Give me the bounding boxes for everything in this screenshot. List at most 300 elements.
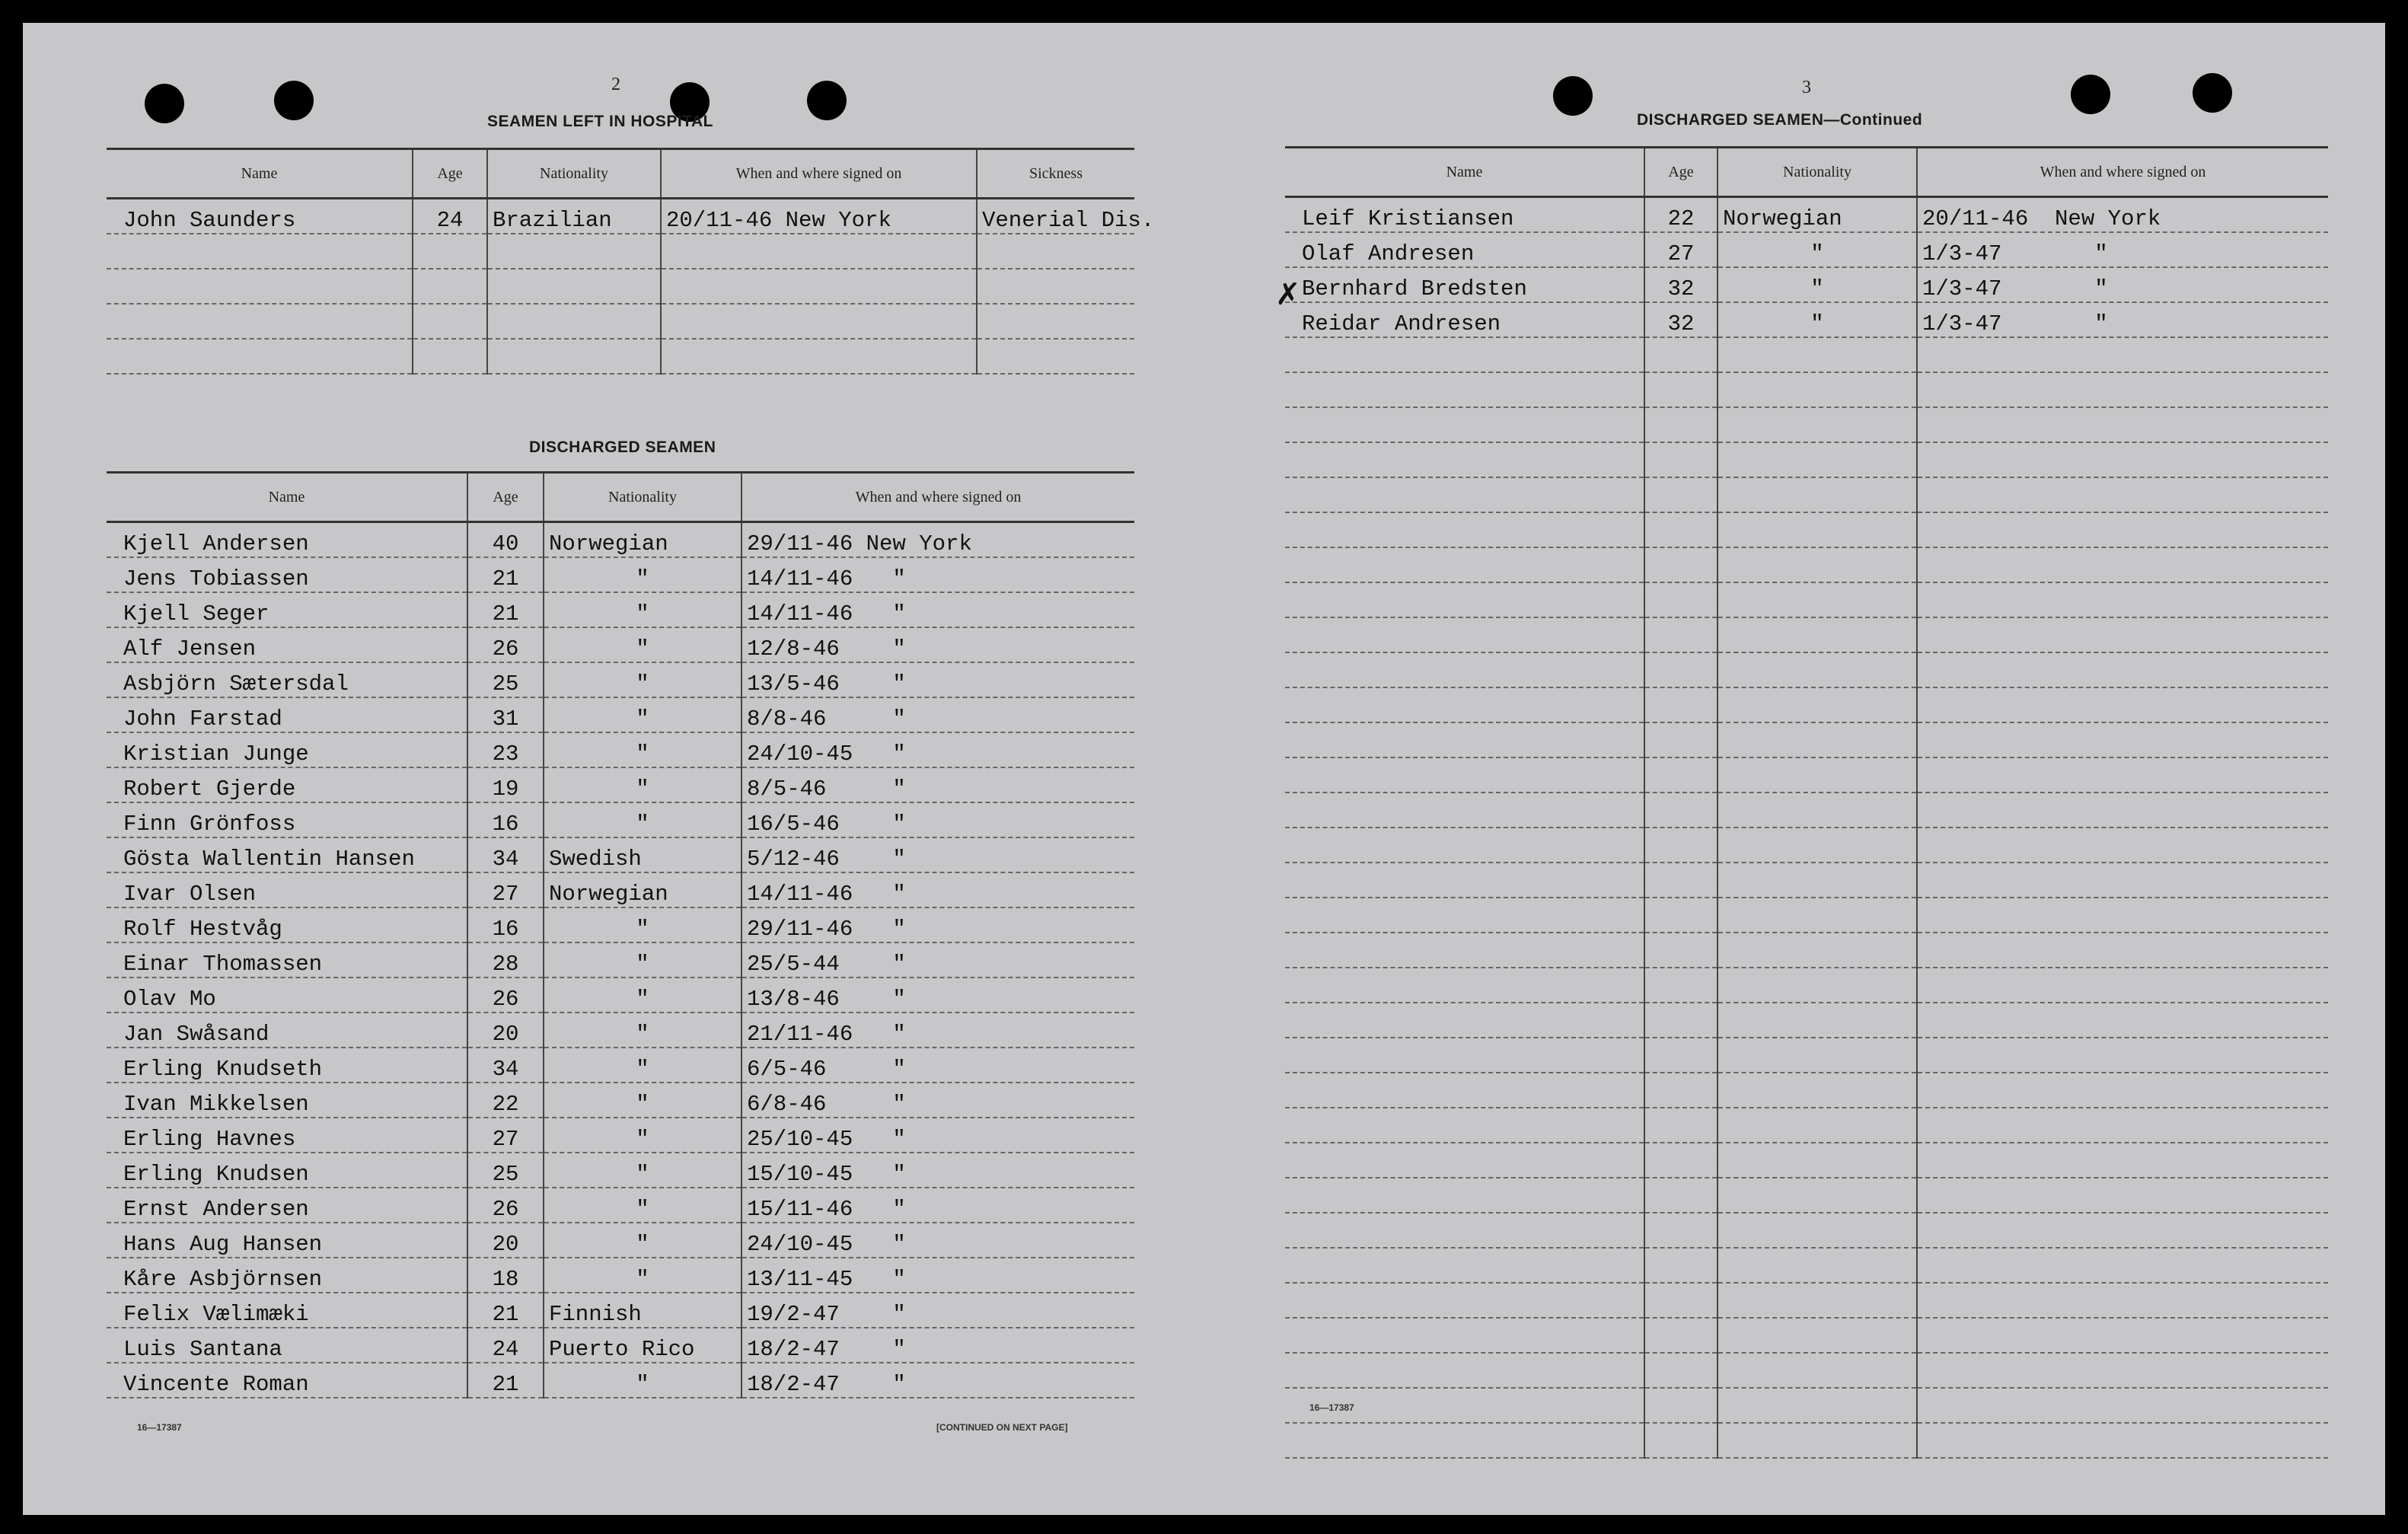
cell-signed: 24/10-45 " — [742, 732, 1134, 767]
hospital-section-title: SEAMEN LEFT IN HOSPITAL — [487, 113, 713, 130]
cell-nationality — [1717, 933, 1917, 968]
cell-age: 21 — [467, 1363, 544, 1398]
cell-signed: 6/5-46 " — [742, 1048, 1134, 1083]
table-row — [1285, 407, 2328, 442]
cell-nationality: " — [544, 942, 742, 977]
cell-age — [1644, 828, 1717, 863]
cell-name — [1285, 372, 1644, 407]
cell-nationality — [1717, 722, 1917, 757]
cell-age: 21 — [467, 557, 544, 592]
cell-age: 26 — [467, 627, 544, 662]
table-row — [107, 872, 1134, 907]
cell-nationality — [1717, 863, 1917, 898]
table-row — [107, 234, 1134, 269]
cell-nationality — [487, 339, 661, 374]
table-row — [1285, 547, 2328, 582]
table-row — [1285, 898, 2328, 933]
cell-signed — [1917, 652, 2328, 687]
table-row — [107, 977, 1134, 1013]
cell-age — [1644, 512, 1717, 547]
cell-nationality — [1717, 1283, 1917, 1318]
cell-nationality — [1717, 968, 1917, 1003]
cell-age: 34 — [467, 837, 544, 872]
cell-signed: 20/11-46 New York — [1917, 197, 2328, 233]
discharged-continued-title: DISCHARGED SEAMEN—Continued — [1637, 111, 1923, 129]
column-header-name: Name — [107, 149, 413, 199]
cell-age: 20 — [467, 1223, 544, 1258]
table-row — [1285, 1073, 2328, 1108]
cell-nationality: " — [544, 1188, 742, 1223]
table-row — [107, 732, 1134, 767]
table-row — [1285, 337, 2328, 372]
cell-signed — [1917, 477, 2328, 512]
cell-age: 24 — [467, 1328, 544, 1363]
cell-name — [1285, 1003, 1644, 1038]
cell-signed: 14/11-46 " — [742, 557, 1134, 592]
cell-age — [1644, 757, 1717, 793]
cell-age — [1644, 687, 1717, 722]
cell-nationality: " — [544, 1083, 742, 1118]
cell-name: Ernst Andersen — [107, 1188, 467, 1223]
cell-age — [1644, 722, 1717, 757]
table-row — [1285, 1108, 2328, 1143]
cell-age — [1644, 1283, 1717, 1318]
cell-signed — [661, 234, 977, 269]
cell-age — [1644, 1178, 1717, 1213]
column-header-age: Age — [467, 473, 544, 522]
cell-age — [413, 269, 487, 304]
table-row — [1285, 1003, 2328, 1038]
cell-signed — [1917, 372, 2328, 407]
cell-age — [1644, 582, 1717, 617]
cell-signed: 14/11-46 " — [742, 872, 1134, 907]
table-row — [1285, 1353, 2328, 1388]
cell-nationality: Puerto Rico — [544, 1328, 742, 1363]
cell-nationality: " — [1717, 232, 1917, 267]
table-row — [107, 1363, 1134, 1398]
cell-nationality — [1717, 1038, 1917, 1073]
cell-nationality — [1717, 898, 1917, 933]
table-row — [1285, 197, 2328, 233]
cell-nationality — [1717, 477, 1917, 512]
table-row — [1285, 1143, 2328, 1178]
cell-name — [1285, 1178, 1644, 1213]
cell-nationality: " — [544, 1223, 742, 1258]
cell-signed — [1917, 1248, 2328, 1283]
cell-name: Ivar Olsen — [107, 872, 467, 907]
cell-name — [1285, 547, 1644, 582]
column-header-nationality: Nationality — [544, 473, 742, 522]
cell-nationality: " — [544, 1258, 742, 1293]
cell-nationality: " — [544, 767, 742, 802]
cell-age: 34 — [467, 1048, 544, 1083]
cell-name — [1285, 477, 1644, 512]
cell-signed — [1917, 687, 2328, 722]
cell-nationality: " — [544, 1118, 742, 1153]
table-row — [1285, 372, 2328, 407]
cell-age: 18 — [467, 1258, 544, 1293]
table-row — [1285, 477, 2328, 512]
cell-age: 25 — [467, 662, 544, 697]
cell-nationality — [1717, 1178, 1917, 1213]
cell-signed — [661, 304, 977, 339]
cell-nationality: " — [544, 557, 742, 592]
table-row — [1285, 828, 2328, 863]
cell-sickness — [977, 304, 1134, 339]
cell-age: 32 — [1644, 302, 1717, 337]
cell-signed — [1917, 863, 2328, 898]
table-row — [107, 1118, 1134, 1153]
table-row — [1285, 582, 2328, 617]
table-row — [1285, 1318, 2328, 1353]
cell-nationality — [1717, 1248, 1917, 1283]
cell-age — [1644, 442, 1717, 477]
cell-signed: 15/10-45 " — [742, 1153, 1134, 1188]
cell-nationality — [1717, 652, 1917, 687]
cell-name — [1285, 1108, 1644, 1143]
cell-name: Felix Vælimæki — [107, 1293, 467, 1328]
cell-signed — [1917, 1388, 2328, 1423]
cell-name — [1285, 512, 1644, 547]
cell-signed — [1917, 1038, 2328, 1073]
table-row — [107, 837, 1134, 872]
cell-name — [1285, 1213, 1644, 1248]
cell-name — [1285, 793, 1644, 828]
cell-sickness: Venerial Dis. — [977, 199, 1134, 234]
cell-signed — [661, 269, 977, 304]
cell-signed — [1917, 898, 2328, 933]
cell-nationality — [1717, 582, 1917, 617]
table-row — [1285, 1423, 2328, 1458]
cell-name: Kjell Seger — [107, 592, 467, 627]
cell-nationality — [1717, 828, 1917, 863]
table-row — [107, 199, 1134, 234]
punch-hole — [145, 84, 184, 123]
cell-nationality — [1717, 1073, 1917, 1108]
cell-age — [1644, 652, 1717, 687]
table-row — [1285, 722, 2328, 757]
cell-age: 22 — [1644, 197, 1717, 233]
cell-signed: 1/3-47 " — [1917, 302, 2328, 337]
cell-name — [1285, 442, 1644, 477]
cell-age — [1644, 898, 1717, 933]
cell-name — [1285, 337, 1644, 372]
cell-age — [1644, 863, 1717, 898]
cell-nationality: " — [544, 697, 742, 732]
cell-name — [107, 234, 413, 269]
table-row — [1285, 1388, 2328, 1423]
cell-nationality — [1717, 687, 1917, 722]
cell-name — [1285, 933, 1644, 968]
cell-signed: 13/11-45 " — [742, 1258, 1134, 1293]
cell-name — [1285, 1248, 1644, 1283]
form-number-right: 16—17387 — [1309, 1402, 1354, 1413]
table-row — [1285, 1213, 2328, 1248]
cell-age: 21 — [467, 1293, 544, 1328]
table-row — [107, 304, 1134, 339]
cell-nationality — [1717, 793, 1917, 828]
cell-name: John Farstad — [107, 697, 467, 732]
cell-age — [1644, 1388, 1717, 1423]
table-row — [107, 557, 1134, 592]
cell-signed: 24/10-45 " — [742, 1223, 1134, 1258]
cell-nationality: " — [544, 802, 742, 837]
cell-age — [1644, 1038, 1717, 1073]
cell-signed: 29/11-46 New York — [742, 522, 1134, 558]
cell-name — [1285, 582, 1644, 617]
column-header-nationality: Nationality — [487, 149, 661, 199]
cell-age — [413, 304, 487, 339]
table-row — [107, 662, 1134, 697]
cell-signed: 21/11-46 " — [742, 1013, 1134, 1048]
cell-nationality: " — [544, 592, 742, 627]
cell-nationality — [1717, 1213, 1917, 1248]
cell-nationality — [1717, 757, 1917, 793]
cell-nationality: " — [544, 732, 742, 767]
cell-signed: 15/11-46 " — [742, 1188, 1134, 1223]
table-row — [107, 1153, 1134, 1188]
cell-age: 26 — [467, 977, 544, 1013]
cell-name — [107, 269, 413, 304]
cell-nationality — [1717, 1388, 1917, 1423]
cell-age: 24 — [413, 199, 487, 234]
column-header-name: Name — [107, 473, 467, 522]
cell-age — [1644, 1073, 1717, 1108]
cell-nationality: " — [544, 662, 742, 697]
cell-name — [1285, 1318, 1644, 1353]
table-row — [107, 627, 1134, 662]
column-header-signed-on: When and where signed on — [661, 149, 977, 199]
cell-nationality — [1717, 617, 1917, 652]
cell-name — [1285, 828, 1644, 863]
cell-name: Olaf Andresen — [1285, 232, 1644, 267]
cell-signed — [1917, 1143, 2328, 1178]
cell-name: Luis Santana — [107, 1328, 467, 1363]
cell-name: Reidar Andresen — [1285, 302, 1644, 337]
cell-name — [107, 304, 413, 339]
cell-nationality — [1717, 407, 1917, 442]
table-row — [107, 767, 1134, 802]
cell-name — [1285, 722, 1644, 757]
cell-nationality: " — [544, 1048, 742, 1083]
cell-nationality — [1717, 512, 1917, 547]
cell-nationality: " — [544, 1013, 742, 1048]
hospital-table — [107, 148, 1155, 375]
cell-signed — [1917, 1073, 2328, 1108]
cell-age: 27 — [467, 1118, 544, 1153]
cell-name: Kjell Andersen — [107, 522, 467, 558]
page-number-left: 2 — [611, 75, 620, 94]
table-row — [107, 802, 1134, 837]
table-row — [1285, 933, 2328, 968]
column-header-name: Name — [1285, 148, 1644, 197]
table-row — [107, 522, 1134, 558]
cell-age: 26 — [467, 1188, 544, 1223]
cell-signed: 8/5-46 " — [742, 767, 1134, 802]
table-row — [1285, 1178, 2328, 1213]
punch-hole — [807, 81, 847, 120]
cell-signed: 13/8-46 " — [742, 977, 1134, 1013]
cell-age — [1644, 477, 1717, 512]
cell-nationality — [487, 234, 661, 269]
cell-signed — [1917, 793, 2328, 828]
cell-age — [413, 234, 487, 269]
cell-name — [1285, 617, 1644, 652]
table-row — [1285, 793, 2328, 828]
cell-signed: 12/8-46 " — [742, 627, 1134, 662]
column-header-signed-on: When and where signed on — [742, 473, 1134, 522]
cell-name: John Saunders — [107, 199, 413, 234]
cell-name — [1285, 968, 1644, 1003]
cell-name — [1285, 687, 1644, 722]
cell-signed: 25/10-45 " — [742, 1118, 1134, 1153]
cell-nationality: " — [1717, 267, 1917, 302]
cell-signed — [1917, 337, 2328, 372]
cell-age — [1644, 1003, 1717, 1038]
cell-name — [107, 339, 413, 374]
cell-nationality: Finnish — [544, 1293, 742, 1328]
discharged-table — [107, 471, 1134, 1398]
cell-nationality: " — [544, 977, 742, 1013]
cell-age — [1644, 337, 1717, 372]
cell-signed — [1917, 1108, 2328, 1143]
cell-signed: 20/11-46 New York — [661, 199, 977, 234]
cell-signed — [1917, 1353, 2328, 1388]
cell-nationality: Norwegian — [1717, 197, 1917, 233]
table-row — [1285, 1248, 2328, 1283]
cell-name — [1285, 1038, 1644, 1073]
cell-nationality — [1717, 547, 1917, 582]
cell-signed — [1917, 828, 2328, 863]
cell-nationality — [1717, 1003, 1917, 1038]
cell-age: 31 — [467, 697, 544, 732]
cell-age: 16 — [467, 907, 544, 942]
cell-sickness — [977, 234, 1134, 269]
cell-age: 25 — [467, 1153, 544, 1188]
cell-name — [1285, 1073, 1644, 1108]
cell-age: 27 — [467, 872, 544, 907]
column-header-age: Age — [413, 149, 487, 199]
column-header-sickness: Sickness — [977, 149, 1134, 199]
cell-nationality — [487, 304, 661, 339]
cell-signed — [1917, 442, 2328, 477]
cell-signed: 16/5-46 " — [742, 802, 1134, 837]
cell-age: 40 — [467, 522, 544, 558]
table-row — [107, 269, 1134, 304]
cell-signed — [1917, 722, 2328, 757]
cell-age: 32 — [1644, 267, 1717, 302]
table-row — [107, 1188, 1134, 1223]
table-row — [107, 339, 1134, 374]
discharged-section-title: DISCHARGED SEAMEN — [529, 439, 716, 456]
cell-signed — [1917, 1283, 2328, 1318]
cell-signed — [1917, 582, 2328, 617]
cell-signed — [1917, 512, 2328, 547]
table-row — [1285, 1038, 2328, 1073]
cell-name: Gösta Wallentin Hansen — [107, 837, 467, 872]
cell-age: 16 — [467, 802, 544, 837]
cell-nationality — [1717, 1318, 1917, 1353]
cell-age: 27 — [1644, 232, 1717, 267]
cell-name — [1285, 652, 1644, 687]
table-row — [1285, 687, 2328, 722]
cell-age — [1644, 968, 1717, 1003]
cell-name — [1285, 1423, 1644, 1458]
cell-name: Olav Mo — [107, 977, 467, 1013]
cell-signed: 1/3-47 " — [1917, 267, 2328, 302]
table-row — [107, 1048, 1134, 1083]
table-row — [107, 1013, 1134, 1048]
cell-name — [1285, 898, 1644, 933]
form-number-left: 16—17387 — [137, 1422, 182, 1433]
column-header-signed-on: When and where signed on — [1917, 148, 2328, 197]
cell-signed: 1/3-47 " — [1917, 232, 2328, 267]
cell-name — [1285, 407, 1644, 442]
cell-sickness — [977, 339, 1134, 374]
cell-name: Alf Jensen — [107, 627, 467, 662]
check-mark: ✗ — [1275, 277, 1301, 312]
cell-signed: 18/2-47 " — [742, 1363, 1134, 1398]
cell-sickness — [977, 269, 1134, 304]
punch-hole — [274, 81, 314, 120]
cell-age — [1644, 1353, 1717, 1388]
cell-nationality: Norwegian — [544, 522, 742, 558]
cell-name: Kristian Junge — [107, 732, 467, 767]
cell-signed: 29/11-46 " — [742, 907, 1134, 942]
cell-name — [1285, 1143, 1644, 1178]
cell-name: Finn Grönfoss — [107, 802, 467, 837]
cell-age: 19 — [467, 767, 544, 802]
page-number-right: 3 — [1802, 78, 1811, 97]
cell-age: 21 — [467, 592, 544, 627]
table-row — [107, 1083, 1134, 1118]
cell-nationality: Norwegian — [544, 872, 742, 907]
table-row — [1285, 652, 2328, 687]
cell-signed — [1917, 547, 2328, 582]
cell-nationality — [1717, 1108, 1917, 1143]
cell-signed — [1917, 968, 2328, 1003]
cell-name: Jan Swåsand — [107, 1013, 467, 1048]
cell-signed: 14/11-46 " — [742, 592, 1134, 627]
cell-nationality — [1717, 1143, 1917, 1178]
table-row — [1285, 232, 2328, 267]
cell-name — [1285, 757, 1644, 793]
cell-nationality — [1717, 337, 1917, 372]
cell-signed — [661, 339, 977, 374]
table-row — [107, 907, 1134, 942]
cell-signed — [1917, 617, 2328, 652]
cell-nationality: Swedish — [544, 837, 742, 872]
cell-name — [1285, 863, 1644, 898]
table-row — [107, 1258, 1134, 1293]
cell-signed: 6/8-46 " — [742, 1083, 1134, 1118]
cell-nationality — [487, 269, 661, 304]
cell-signed: 18/2-47 " — [742, 1328, 1134, 1363]
cell-age: 23 — [467, 732, 544, 767]
cell-nationality: " — [544, 1363, 742, 1398]
cell-signed: 5/12-46 " — [742, 837, 1134, 872]
cell-nationality: " — [544, 1153, 742, 1188]
table-row — [1285, 442, 2328, 477]
cell-signed — [1917, 1178, 2328, 1213]
punch-hole — [2071, 75, 2110, 114]
punch-hole — [1553, 76, 1593, 116]
cell-name: Asbjörn Sætersdal — [107, 662, 467, 697]
cell-age — [1644, 547, 1717, 582]
cell-name: Bernhard Bredsten — [1285, 267, 1644, 302]
cell-signed — [1917, 1003, 2328, 1038]
table-row — [1285, 302, 2328, 337]
